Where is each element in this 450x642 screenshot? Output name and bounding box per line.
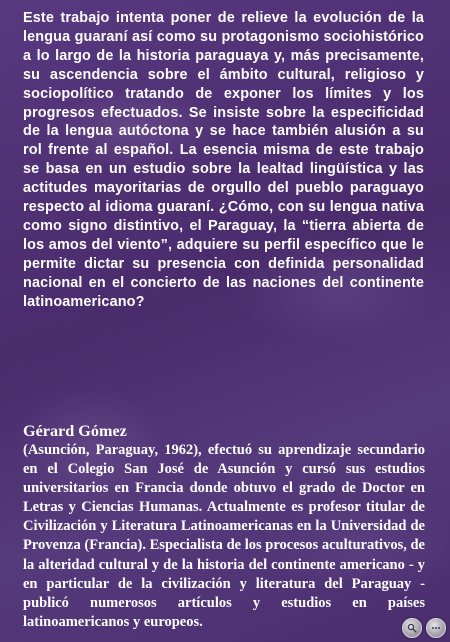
- zoom-button[interactable]: [402, 618, 422, 638]
- more-button[interactable]: [426, 618, 446, 638]
- magnifier-icon: [407, 623, 417, 633]
- abstract-paragraph: Este trabajo intenta poner de relieve la evolución de la lengua guaraní así como su protagonismo sociohistórico a lo largo de la historia paraguaya y, más precisamente, su ascendencia sobre el ámbito cultural, religioso y sociopolítico tratando de exponer los límites y los progresos efectuados. Se insiste sobre la especificidad de la lengua autóctona y se hace también alusión a su rol frente al español. La esencia misma de este trabajo se basa en un estudio sobre la lealtad lingüística y las actitudes mayoritarias de orgullo del pueblo paraguayo respecto al idioma guaraní. ¿Cómo, con su lengua nativa como signo distintivo, el Paraguay, la “tierra abierta de los amos del viento”, adquiere su perfil específico que le permite dictar su presencia con definida personalidad nacional en el concierto de las naciones del continente latinoamericano?: [23, 10, 424, 310]
- viewer-controls: [402, 618, 446, 638]
- ellipsis-icon: [431, 623, 441, 633]
- author-bio-section: [23, 422, 425, 632]
- author-bio-text: (Asunción, Paraguay, 1962), efectuó su aprendizaje secundario en el Colegio San José de Asunción y cursó sus estudios universitarios en Francia donde obtuvo el grado de Doctor en Letras y Ciencias Humanas. Actualmente es profesor titular de Civilización y Literatura Latinoamericanas en la Universidad de Provenza (Francia). Especialista de los procesos aculturativos, de la alteridad cultural y de la historia del continente americano - y en particular de la civilización y literatura del Paraguay - publicó numerosos artículos y estudios en países latinoamericanos y europeos.: [23, 442, 425, 630]
- author-name: Gérard Gómez: [23, 422, 127, 440]
